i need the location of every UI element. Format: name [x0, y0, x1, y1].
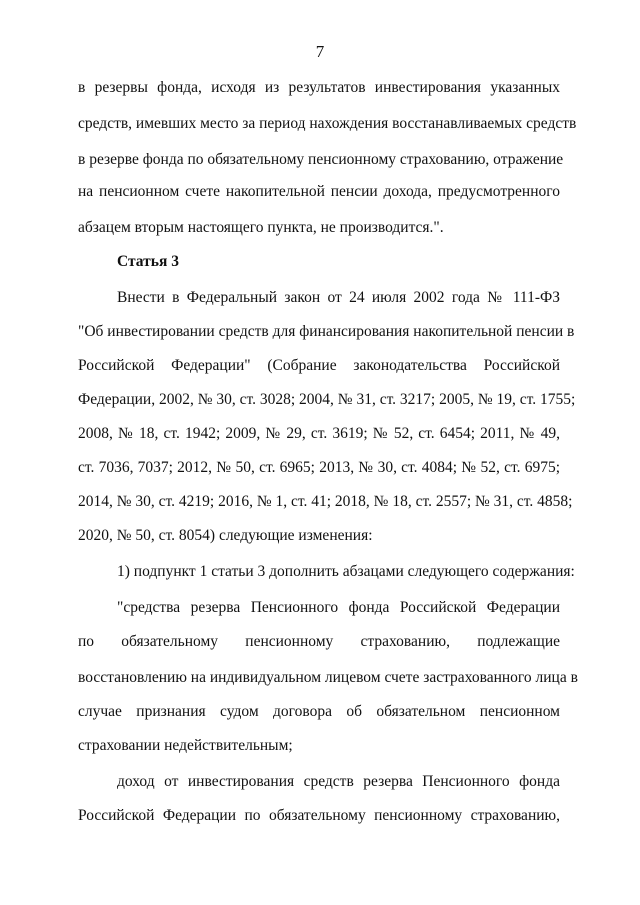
text-line: 2020, № 50, ст. 8054) следующие изменения:	[78, 527, 373, 544]
text-line: на пенсионном счете накопительной пенсии дохода, предусмотренного	[78, 183, 560, 200]
text-line: абзацем вторым настоящего пункта, не производится.".	[78, 219, 444, 236]
quoted-line: восстановлению на индивидуальном лицевом счете застрахованного лица в	[78, 669, 578, 686]
article-heading: Статья 3	[117, 253, 179, 270]
text-line: "Об инвестировании средств для финансирования накопительной пенсии в	[78, 323, 575, 340]
text-line: ст. 7036, 7037; 2012, № 50, ст. 6965; 2013, № 30, ст. 4084; № 52, ст. 6975;	[78, 459, 560, 476]
page-number: 7	[315, 42, 325, 61]
text-line: Российской Федерации по обязательному пенсионному страхованию,	[78, 807, 560, 824]
text-line: Внести в Федеральный закон от 24 июля 2002 года № 111-ФЗ	[117, 289, 560, 306]
text-line: Российской Федерации" (Собрание законодательства Российской	[78, 357, 560, 374]
text-line: 2008, № 18, ст. 1942; 2009, № 29, ст. 3619; № 52, ст. 6454; 2011, № 49,	[78, 425, 560, 442]
text-line: средств, имевших место за период нахождения восстанавливаемых средств	[78, 115, 577, 132]
quoted-line: "средства резерва Пенсионного фонда Российской Федерации	[117, 599, 560, 616]
list-item: 1) подпункт 1 статьи 3 дополнить абзацами следующего содержания:	[117, 563, 575, 580]
quoted-line: случае признания судом договора об обязательном пенсионном	[78, 703, 560, 720]
text-line: в резервы фонда, исходя из результатов инвестирования указанных	[78, 79, 560, 96]
text-line: доход от инвестирования средств резерва Пенсионного фонда	[117, 773, 560, 790]
text-line: 2014, № 30, ст. 4219; 2016, № 1, ст. 41; 2018, № 18, ст. 2557; № 31, ст. 4858;	[78, 493, 573, 510]
quoted-line: страховании недействительным;	[78, 737, 293, 754]
quoted-line: по обязательному пенсионному страхованию, подлежащие	[78, 633, 560, 650]
text-line: в резерве фонда по обязательному пенсионному страхованию, отражение	[78, 151, 564, 168]
text-line: Федерации, 2002, № 30, ст. 3028; 2004, № 31, ст. 3217; 2005, № 19, ст. 1755;	[78, 391, 576, 408]
